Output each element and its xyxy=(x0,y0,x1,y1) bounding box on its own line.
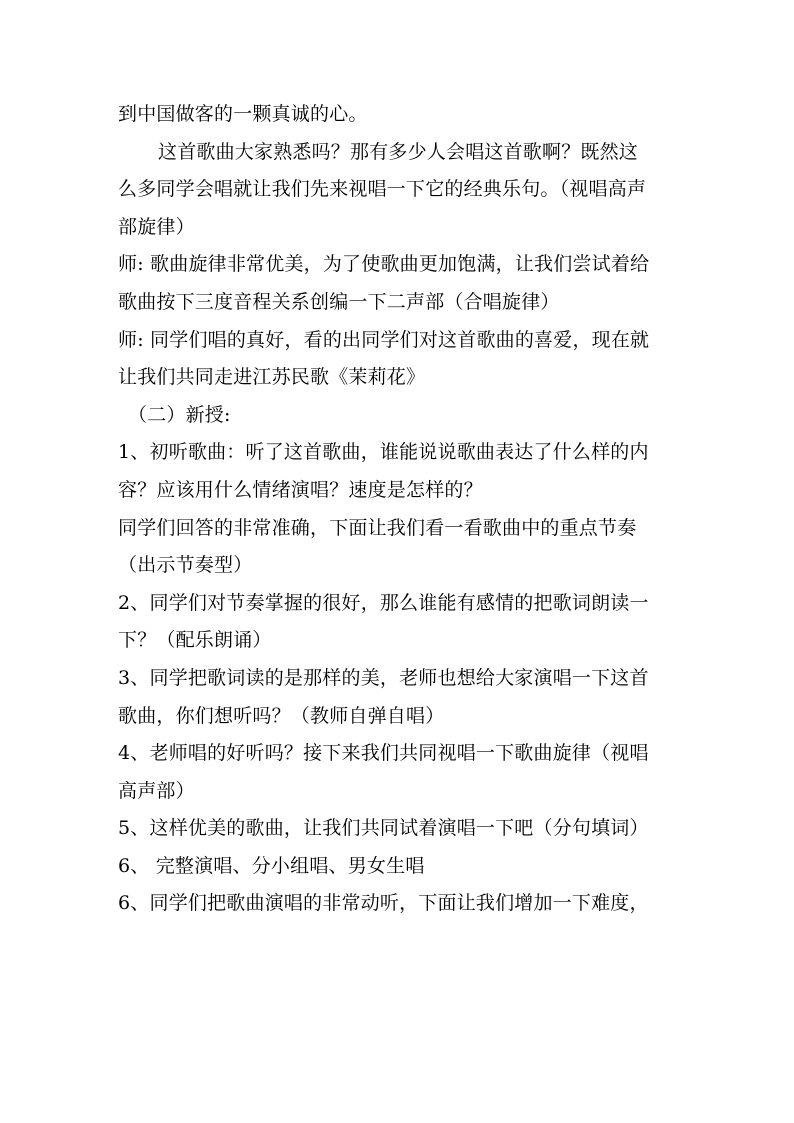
text-line: 4、老师唱的好听吗？接下来我们共同视唱一下歌曲旋律（视唱 xyxy=(118,742,649,765)
text-line: （出示节奏型） xyxy=(118,554,253,577)
text-line: 部旋律） xyxy=(118,215,195,238)
text-line: 6、 完整演唱、分小组唱、男女生唱 xyxy=(118,854,425,877)
text-line: 3、同学把歌词读的是那样的美，老师也想给大家演唱一下这首 xyxy=(118,666,649,689)
text-line: 这首歌曲大家熟悉吗？那有多少人会唱这首歌啊？既然这 xyxy=(158,140,639,163)
text-line: 高声部） xyxy=(118,779,195,802)
text-line: 师: 歌曲旋律非常优美，为了使歌曲更加饱满，让我们尝试着给 xyxy=(118,253,650,276)
text-line: 到中国做客的一颗真诚的心。 xyxy=(118,103,368,125)
text-line: 歌曲按下三度音程关系创编一下二声部（合唱旋律） xyxy=(118,290,560,313)
text-line: 5、这样优美的歌曲，让我们共同试着演唱一下吧（分句填词） xyxy=(118,817,649,840)
text-line: 让我们共同走进江苏民歌《茉莉花》 xyxy=(118,366,426,389)
text-line: 歌曲，你们想听吗？（教师自弹自唱） xyxy=(118,704,445,727)
section-heading: （二）新授: xyxy=(128,403,231,426)
text-line: 6、同学们把歌曲演唱的非常动听，下面让我们增加一下难度， xyxy=(118,892,649,915)
text-line: 2、同学们对节奏掌握的很好，那么谁能有感情的把歌词朗读一 xyxy=(118,591,649,614)
text-line: 容？应该用什么情绪演唱？速度是怎样的？ xyxy=(118,478,483,501)
document-page xyxy=(118,96,680,923)
text-line: 同学们回答的非常准确，下面让我们看一看歌曲中的重点节奏 xyxy=(118,516,637,539)
text-line: 下？（配乐朗诵） xyxy=(118,629,272,652)
text-line: 师: 同学们唱的真好，看的出同学们对这首歌曲的喜爱，现在就 xyxy=(118,328,650,351)
text-line: 么多同学会唱就让我们先来视唱一下它的经典乐句。（视唱高声 xyxy=(118,178,647,201)
text-line: 1、初听歌曲：听了这首歌曲，谁能说说歌曲表达了什么样的内 xyxy=(118,441,649,464)
